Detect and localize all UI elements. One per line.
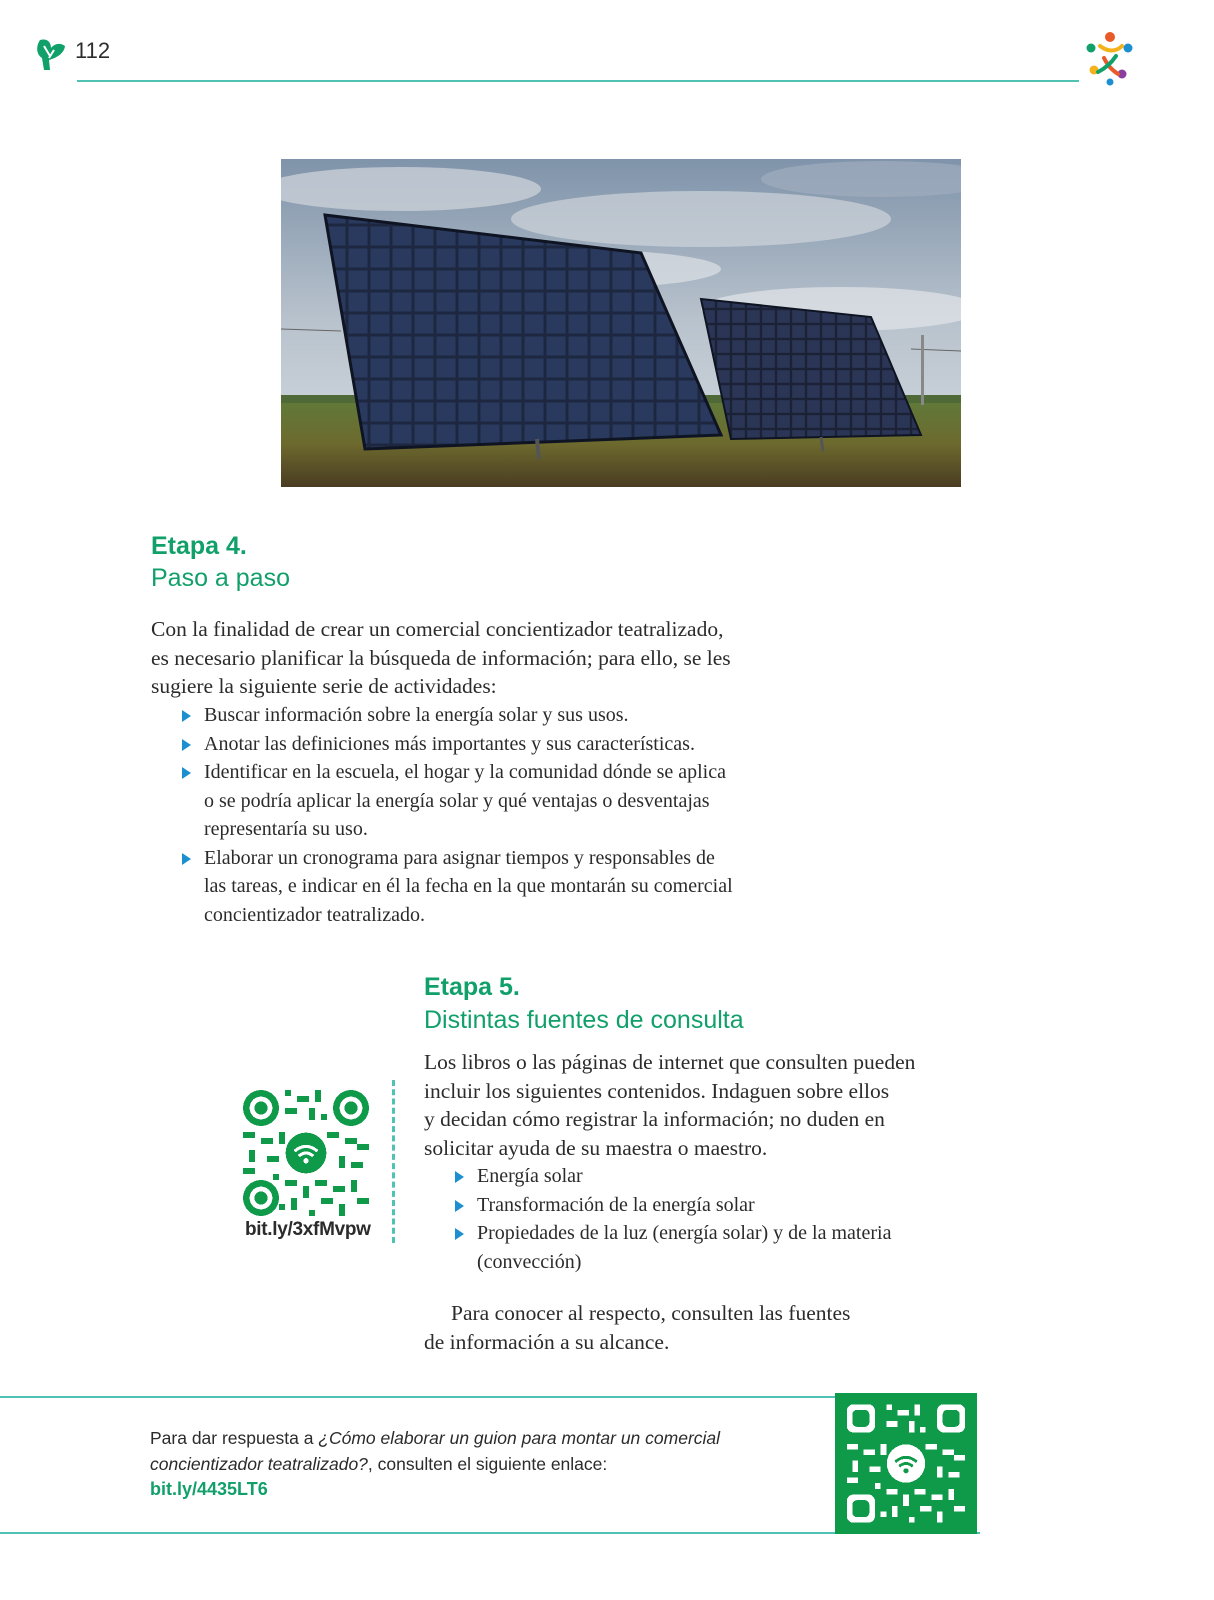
list-item	[451, 1219, 971, 1276]
footer-bottom-rule	[0, 1532, 980, 1534]
stage4-paragraph	[151, 615, 791, 701]
paragraph-line: Con la finalidad de crear un comercial concientizador teatralizado,	[151, 617, 724, 641]
list-item	[451, 1191, 971, 1220]
qr-short-link[interactable]: bit.ly/3xfMvpw	[245, 1219, 371, 1240]
footer-top-rule	[0, 1396, 837, 1398]
bullet-line: las tareas, e indicar en él la fecha en la que montarán su comercial	[204, 875, 733, 897]
dashed-divider	[392, 1080, 395, 1243]
paragraph-line: Los libros o las páginas de internet que consulten pueden	[424, 1050, 916, 1074]
qr-code-icon[interactable]	[243, 1090, 369, 1216]
bullet-arrow-icon	[455, 1171, 464, 1183]
colorful-people-circle-logo	[1082, 30, 1138, 86]
qr-code-icon[interactable]	[835, 1393, 977, 1534]
footer-link[interactable]: bit.ly/4435LT6	[150, 1479, 268, 1499]
bullet-line: (convección)	[477, 1250, 582, 1273]
bullet-arrow-icon	[455, 1228, 464, 1240]
tree-leaf-icon	[34, 36, 68, 72]
bullet-arrow-icon	[182, 853, 191, 865]
bullet-line: concientizador teatralizado.	[204, 903, 425, 926]
paragraph-line: de información a su alcance.	[424, 1329, 670, 1354]
stage5-bullet-list	[451, 1162, 971, 1276]
header-rule	[77, 80, 1079, 82]
stage4-bullet-list	[178, 701, 778, 929]
list-item	[178, 701, 778, 730]
footer-line	[150, 1425, 810, 1451]
paragraph-line: y decidan cómo registrar la información; no duden en	[424, 1107, 885, 1131]
footer-line	[150, 1451, 810, 1477]
footer-text-plain: Para dar respuesta a	[150, 1428, 319, 1448]
stage5-subtitle: Distintas fuentes de consulta	[424, 1006, 744, 1034]
bullet-arrow-icon	[182, 710, 191, 722]
paragraph-line: incluir los siguientes contenidos. Indaguen sobre ellos	[424, 1078, 890, 1103]
list-item	[178, 844, 778, 930]
paragraph-line: es necesario planificar la búsqueda de información; para ello, se les	[151, 645, 731, 670]
list-item	[178, 758, 778, 844]
paragraph-line: solicitar ayuda de su maestra o maestro.	[424, 1135, 768, 1160]
bullet-line: Energía solar	[477, 1165, 583, 1187]
footer-text-italic: concientizador teatralizado?	[150, 1454, 368, 1474]
bullet-arrow-icon	[182, 739, 191, 751]
footer-text	[150, 1425, 810, 1477]
bullet-arrow-icon	[182, 767, 191, 779]
stage5-closing	[424, 1299, 984, 1356]
footer-text-italic: ¿Cómo elaborar un guion para montar un comercial	[318, 1428, 721, 1448]
bullet-line: Transformación de la energía solar	[477, 1193, 755, 1216]
stage4-title: Etapa 4.	[151, 532, 247, 560]
paragraph-line: Para conocer al respecto, consulten las fuentes	[451, 1301, 851, 1325]
bullet-line: o se podría aplicar la energía solar y qué ventajas o desventajas	[204, 789, 710, 812]
stage5-title: Etapa 5.	[424, 973, 520, 1001]
stage4-subtitle: Paso a paso	[151, 564, 290, 592]
footer-text-plain: , consulten el siguiente enlace:	[367, 1454, 608, 1474]
bullet-arrow-icon	[455, 1200, 464, 1212]
list-item	[178, 730, 778, 759]
solar-panels-photo	[281, 159, 961, 487]
bullet-line: Elaborar un cronograma para asignar tiempos y responsables de	[204, 846, 715, 869]
bullet-line: Identificar en la escuela, el hogar y la comunidad dónde se aplica	[204, 761, 726, 783]
stage5-paragraph	[424, 1048, 984, 1162]
bullet-line: Anotar las definiciones más importantes y sus características.	[204, 732, 695, 755]
bullet-line: Propiedades de la luz (energía solar) y de la materia	[477, 1222, 892, 1244]
bullet-line: Buscar información sobre la energía solar y sus usos.	[204, 704, 629, 726]
paragraph-line: sugiere la siguiente serie de actividades:	[151, 674, 497, 698]
list-item	[451, 1162, 971, 1191]
page-number: 112	[75, 38, 111, 63]
bullet-line: representaría su uso.	[204, 818, 368, 840]
